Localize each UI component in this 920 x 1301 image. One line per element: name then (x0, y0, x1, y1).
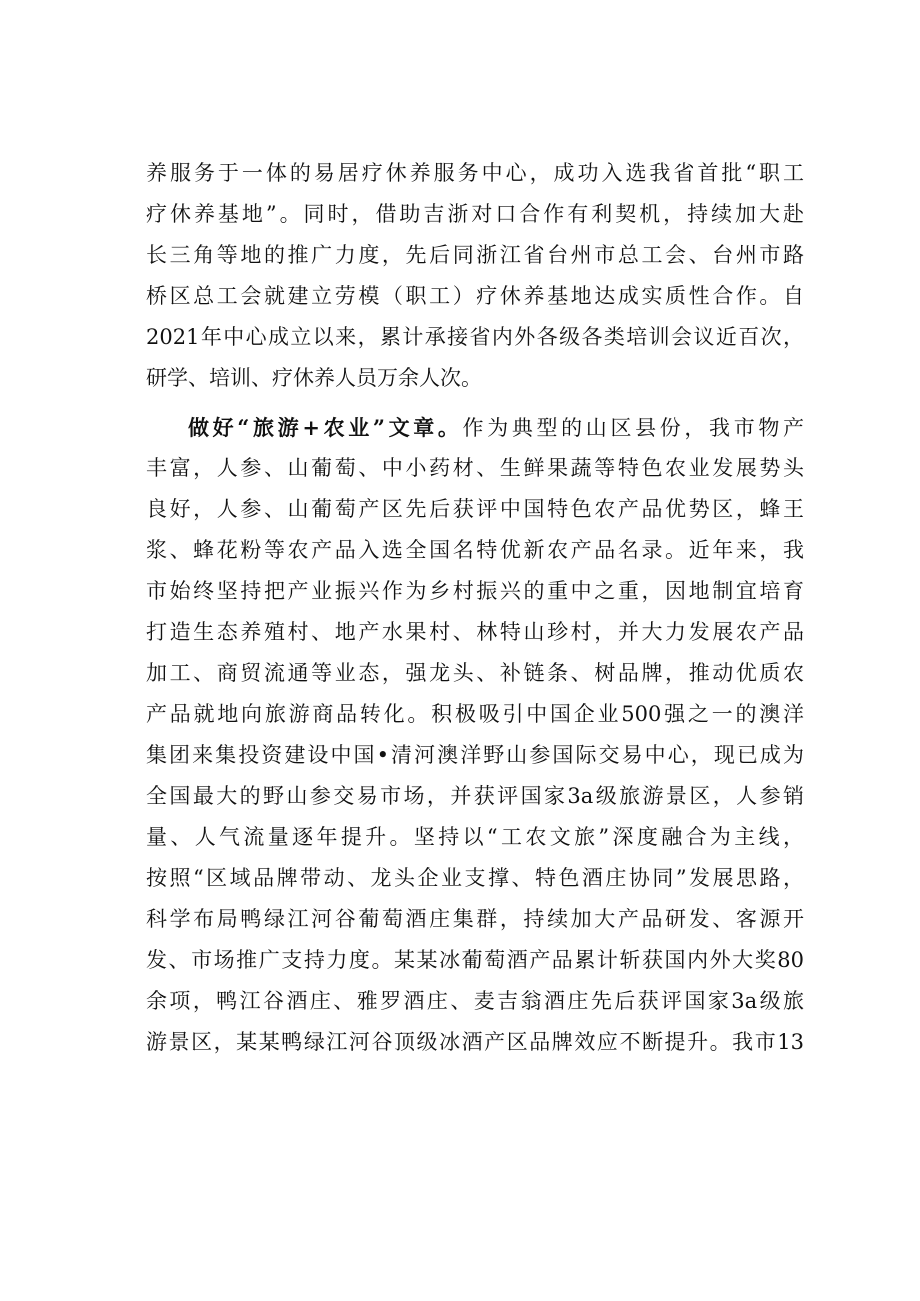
text-line: 打造生态养殖村、地产水果村、林特山珍村，并大力发展农产品 (146, 620, 804, 644)
text-line: 疗休养基地”。同时，借助吉浙对口合作有利契机，持续加大赴 (146, 202, 804, 226)
text-line: 研学、培训、疗休养人员万余人次。 (146, 366, 482, 390)
paragraph-tourism-agriculture (146, 407, 804, 1063)
text-line: 全国最大的野山参交易市场，并获评国家3a级旅游景区，人参销 (146, 784, 804, 808)
text-line: 市始终坚持把产业振兴作为乡村振兴的重中之重，因地制宜培育 (146, 579, 804, 603)
text-line: 发、市场推广支持力度。某某冰葡萄酒产品累计斩获国内外大奖80 (146, 948, 804, 972)
text-line: 2021年中心成立以来，累计承接省内外各级各类培训会议近百次， (146, 325, 804, 349)
text-line: 科学布局鸭绿江河谷葡萄酒庄集群，持续加大产品研发、客源开 (146, 907, 804, 931)
text-line-first (146, 407, 804, 448)
text-line: 养服务于一体的易居疗休养服务中心，成功入选我省首批“职工 (146, 161, 804, 185)
text-line: 产品就地向旅游商品转化。积极吸引中国企业500强之一的澳洋 (146, 702, 804, 726)
text-line: 丰富，人参、山葡萄、中小药材、生鲜果蔬等特色农业发展势头 (146, 456, 804, 480)
text-line: 余项，鸭江谷酒庄、雅罗酒庄、麦吉翁酒庄先后获评国家3a级旅 (146, 989, 804, 1013)
text-line: 桥区总工会就建立劳模（职工）疗休养基地达成实质性合作。自 (146, 284, 804, 308)
text-line: 集团来集投资建设中国•清河澳洋野山参国际交易中心，现已成为 (146, 743, 804, 767)
paragraph-gap (146, 399, 804, 407)
text-line: 良好，人参、山葡萄产区先后获评中国特色农产品优势区，蜂王 (146, 497, 804, 521)
text-run: 作为典型的山区县份，我市物产 (462, 416, 804, 440)
text-line: 浆、蜂花粉等农产品入选全国名特优新农产品名录。近年来，我 (146, 538, 804, 562)
document-page (146, 153, 804, 1063)
text-line: 加工、商贸流通等业态，强龙头、补链条、树品牌，推动优质农 (146, 661, 804, 685)
section-heading: 做好“旅游+农业”文章。 (188, 415, 463, 440)
text-line: 游景区，某某鸭绿江河谷顶级冰酒产区品牌效应不断提升。我市13 (146, 1030, 804, 1054)
text-line: 长三角等地的推广力度，先后同浙江省台州市总工会、台州市路 (146, 243, 804, 267)
text-line: 量、人气流量逐年提升。坚持以“工农文旅”深度融合为主线， (146, 825, 804, 849)
paragraph-resort-center (146, 153, 804, 399)
text-line: 按照“区域品牌带动、龙头企业支撑、特色酒庄协同”发展思路， (146, 866, 804, 890)
